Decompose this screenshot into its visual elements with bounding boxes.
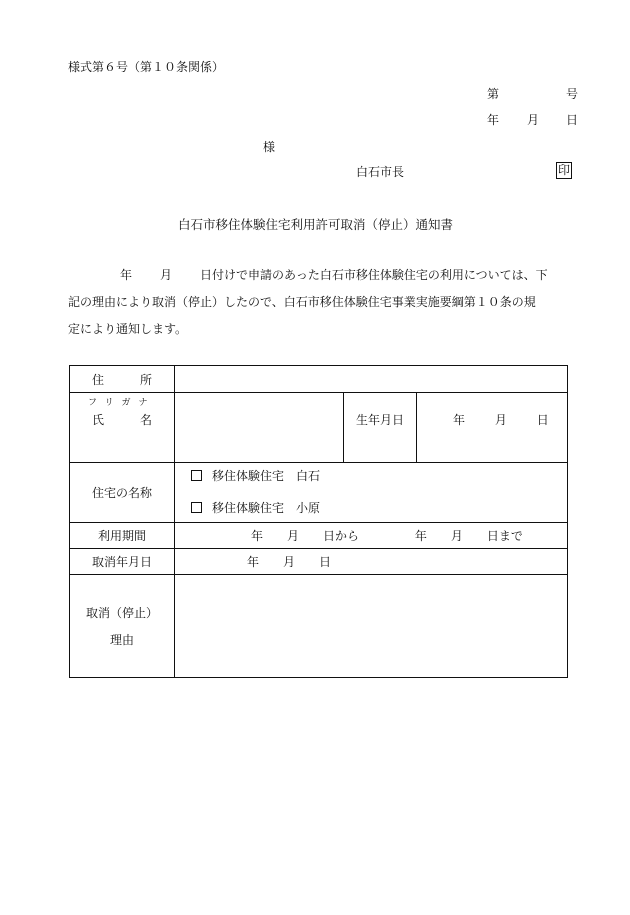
address-row [70, 366, 568, 393]
period-label: 利用期間 [70, 523, 175, 549]
name-label: 氏 名 [91, 413, 152, 427]
house-row [70, 463, 568, 523]
name-label-cell [70, 393, 175, 463]
house-label: 住宅の名称 [70, 463, 175, 523]
birthdate-value [417, 393, 568, 463]
birthdate-label: 生年月日 [344, 393, 417, 463]
period-from: 年 月 日から [251, 529, 360, 543]
body-line-3: 定により通知します。 [68, 322, 188, 336]
option-shiroishi-label: 移住体験住宅 白石 [212, 469, 321, 483]
address-value [175, 366, 568, 393]
body-month: 月 [160, 268, 173, 282]
cancel-date-label: 取消年月日 [70, 549, 175, 575]
period-row [70, 523, 568, 549]
body-line-1-text: 日付けで申請のあった白石市移住体験住宅の利用については、下 [200, 268, 548, 282]
recipient-suffix: 様 [263, 140, 276, 154]
cancel-date-row [70, 549, 568, 575]
reason-label-line2: 理由 [109, 633, 134, 647]
body-line-2: 記の理由により取消（停止）したので、白石市移住体験住宅事業実施要綱第１０条の規 [68, 295, 536, 309]
document-title: 白石市移住体験住宅利用許可取消（停止）通知書 [178, 217, 454, 232]
issue-day: 日 [566, 113, 579, 127]
notice-table [69, 365, 568, 678]
checkbox-shiroishi[interactable] [191, 470, 202, 481]
cancel-date: 年 月 日 [247, 555, 332, 569]
checkbox-obara[interactable] [191, 502, 202, 513]
reason-label-line1: 取消（停止） [85, 606, 158, 620]
reason-label-cell [70, 575, 175, 678]
doc-number-prefix: 第 [487, 87, 500, 101]
name-value [175, 393, 344, 463]
house-option-obara[interactable] [191, 499, 320, 516]
reason-row [70, 575, 568, 678]
furigana-label: フリガナ [88, 398, 156, 408]
issue-month: 月 [527, 113, 540, 127]
birth-year: 年 [453, 413, 466, 427]
address-label: 住 所 [70, 366, 175, 393]
birth-day: 日 [536, 413, 549, 427]
option-obara-label: 移住体験住宅 小原 [212, 501, 321, 515]
body-line-1 [68, 262, 588, 289]
period-value [175, 523, 568, 549]
period-to: 年 月 日まで [414, 529, 523, 543]
doc-number-suffix: 号 [566, 87, 579, 101]
house-option-shiroishi[interactable] [191, 467, 320, 484]
birth-month: 月 [494, 413, 507, 427]
issuer-name: 白石市長 [356, 165, 405, 179]
house-options [175, 463, 568, 523]
seal-mark: 印 [558, 163, 571, 177]
body-year: 年 [120, 268, 133, 282]
cancel-date-value [175, 549, 568, 575]
issue-year: 年 [487, 113, 500, 127]
reason-value [175, 575, 568, 678]
name-row [70, 393, 568, 463]
body-paragraph [68, 262, 588, 343]
form-number: 様式第６号（第１０条関係） [68, 60, 225, 74]
